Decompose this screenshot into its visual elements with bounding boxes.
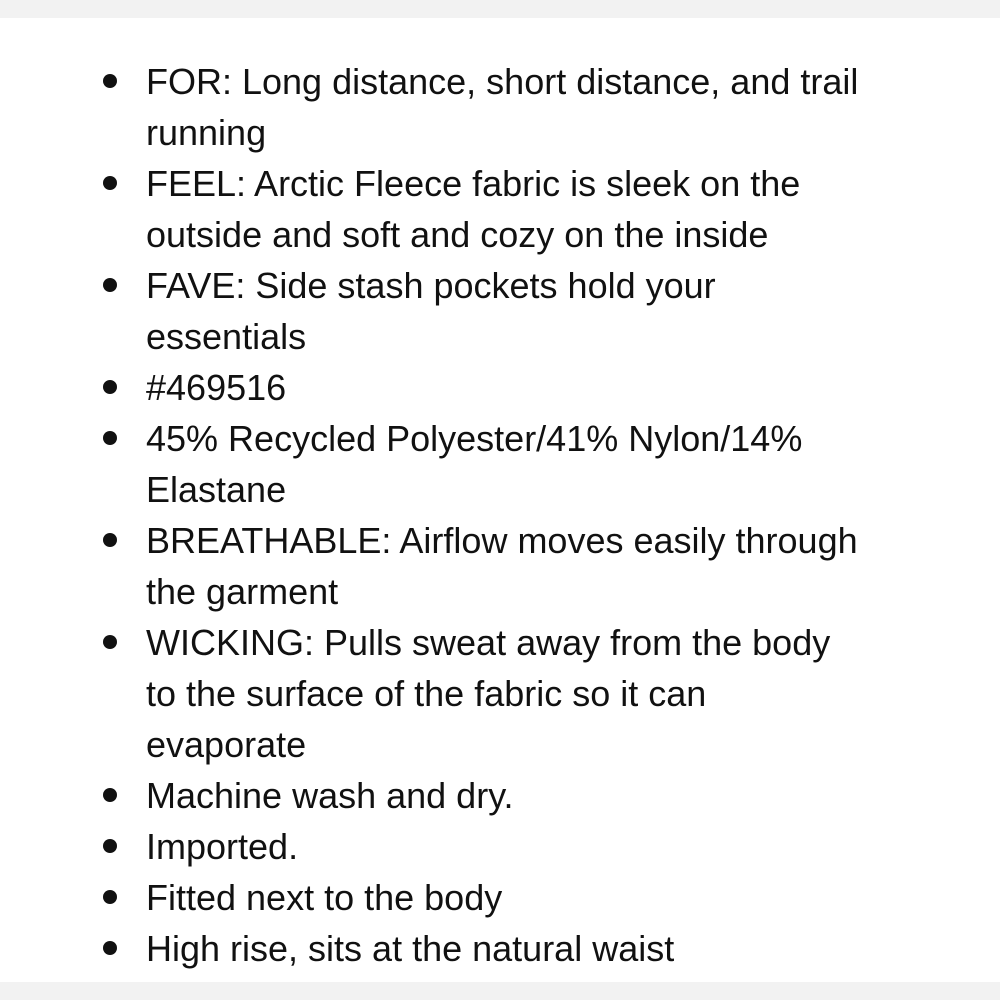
feature-item bbox=[0, 515, 926, 617]
feature-text-line: #469516 bbox=[146, 367, 287, 408]
bullet-icon bbox=[103, 74, 117, 88]
feature-text-line: Machine wash and dry. bbox=[146, 775, 514, 816]
bullet-icon bbox=[103, 278, 117, 292]
feature-text-line: FAVE: Side stash pockets hold your bbox=[146, 265, 716, 306]
bullet-icon bbox=[103, 380, 117, 394]
feature-text-line: running bbox=[146, 112, 267, 153]
feature-item bbox=[0, 770, 926, 821]
feature-text-line: FEEL: Arctic Fleece fabric is sleek on the bbox=[146, 163, 801, 204]
feature-item bbox=[0, 821, 926, 872]
feature-text-line: High rise, sits at the natural waist bbox=[146, 928, 675, 969]
bullet-icon bbox=[103, 941, 117, 955]
feature-item bbox=[0, 158, 926, 260]
feature-item bbox=[0, 56, 926, 158]
feature-text-line: Elastane bbox=[146, 469, 287, 510]
feature-item bbox=[0, 362, 926, 413]
feature-text-line: evaporate bbox=[146, 724, 307, 765]
bullet-icon bbox=[103, 533, 117, 547]
bullet-icon bbox=[103, 788, 117, 802]
feature-list bbox=[0, 56, 926, 974]
feature-item bbox=[0, 413, 926, 515]
feature-text-line: Imported. bbox=[146, 826, 299, 867]
bullet-icon bbox=[103, 176, 117, 190]
bullet-icon bbox=[103, 839, 117, 853]
feature-item bbox=[0, 260, 926, 362]
feature-item bbox=[0, 923, 926, 974]
feature-text-line: outside and soft and cozy on the inside bbox=[146, 214, 769, 255]
feature-item bbox=[0, 872, 926, 923]
bullet-icon bbox=[103, 890, 117, 904]
product-details-panel bbox=[0, 18, 1000, 982]
feature-text-line: FOR: Long distance, short distance, and trail bbox=[146, 61, 859, 102]
feature-text-line: Fitted next to the body bbox=[146, 877, 503, 918]
feature-text-line: BREATHABLE: Airflow moves easily through bbox=[146, 520, 858, 561]
feature-text-line: 45% Recycled Polyester/41% Nylon/14% bbox=[146, 418, 803, 459]
feature-text-line: to the surface of the fabric so it can bbox=[146, 673, 707, 714]
feature-text-line: the garment bbox=[146, 571, 339, 612]
feature-text-line: WICKING: Pulls sweat away from the body bbox=[146, 622, 831, 663]
feature-item bbox=[0, 617, 926, 770]
feature-text-line: essentials bbox=[146, 316, 307, 357]
bullet-icon bbox=[103, 431, 117, 445]
bullet-icon bbox=[103, 635, 117, 649]
